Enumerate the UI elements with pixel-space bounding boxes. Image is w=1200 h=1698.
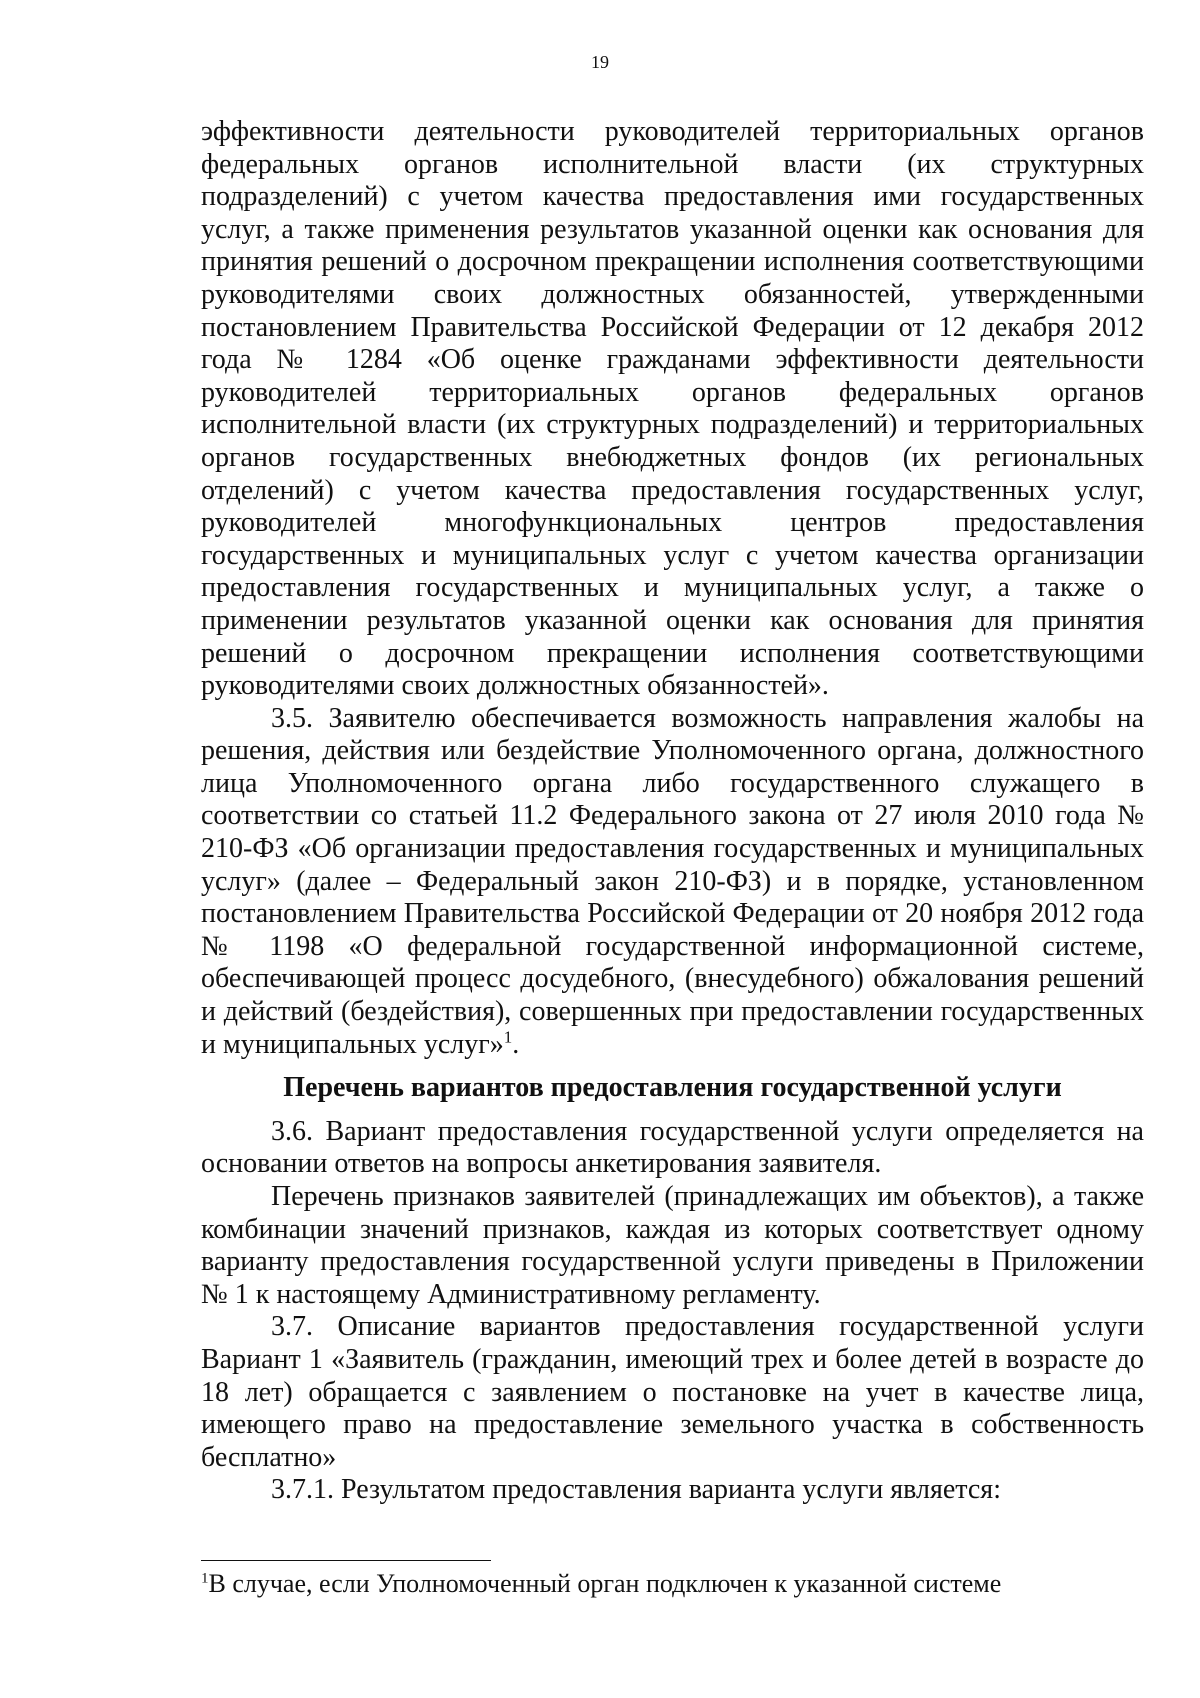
paragraph-continuation: эффективности деятельности руководителей территориальных органов федеральных органов исполнительной власти (их структурных подразделений) с учетом качества предоставления ими государственных услуг, а также применения результатов указанной оценки как основания для принятия решений о досрочном прекращении исполнения соответствующими руководителями своих должностных обязанностей, утвержденными постановлением Правительства Российской Федерации от 12 декабря 2012 года № 1284 «Об оценке гражданами эффективности деятельности руководителей территориальных органов федеральных органов исполнительной власти (их структурных подразделений) и территориальных органов государственных внебюджетных фондов (их региональных отделений) с учетом качества предоставления государственных услуг, руководителей многофункциональных центров предоставления государственных и муниципальных услуг с учетом качества организации предоставления государственных и муниципальных услуг, а также о применении результатов указанной оценки как основания для принятия решений о досрочном прекращении исполнения соответствующими руководителями своих должностных обязанностей». xyxy=(201,116,1144,702)
paragraph-3-5-end: . xyxy=(512,1028,520,1060)
body-text xyxy=(201,116,1144,1507)
footnote-reference[interactable]: 1 xyxy=(503,1027,513,1047)
footnote xyxy=(201,1568,1144,1600)
footnote-mark: 1 xyxy=(201,1570,209,1587)
section-heading: Перечень вариантов предоставления государственной услуги xyxy=(283,1072,1062,1104)
paragraph-3-5-text: 3.5. Заявителю обеспечивается возможность направления жалобы на решения, действия или бездействие Уполномоченного органа, должностного лица Уполномоченного органа либо государственного служащего в соответствии со статьей 11.2 Федерального закона от 27 июля 2010 года № 210-ФЗ «Об организации предоставления государственных и муниципальных услуг» (далее – Федеральный закон 210-ФЗ) и в порядке, установленном постановлением Правительства Российской Федерации от 20 ноября 2012 года № 1198 «О федеральной государственной информационной системе, обеспечивающей процесс досудебного, (внесудебного) обжалования решений и действий (бездействия), совершенных при предоставлении государственных и муниципальных услуг» xyxy=(201,702,1144,1060)
paragraph-3-5 xyxy=(201,703,1144,1062)
footnote-divider xyxy=(201,1560,491,1561)
paragraph-3-7-1: 3.7.1. Результатом предоставления варианта услуги является: xyxy=(271,1474,1001,1506)
paragraph-3-6: 3.6. Вариант предоставления государственной услуги определяется на основании ответов на вопросы анкетирования заявителя. xyxy=(201,1115,1144,1180)
paragraph-3-7: 3.7. Описание вариантов предоставления государственной услуги Вариант 1 «Заявитель (гражданин, имеющий трех и более детей в возрасте до 18 лет) обращается с заявлением о постановке на учет в качестве лица, имеющего право на предоставление земельного участка в собственность бесплатно» xyxy=(201,1311,1144,1473)
paragraph-applicant-attributes: Перечень признаков заявителей (принадлежащих им объектов), а также комбинации значений признаков, каждая из которых соответствует одному варианту предоставления государственной услуги приведены в Приложении № 1 к настоящему Административному регламенту. xyxy=(201,1181,1144,1310)
footnote-text: В случае, если Уполномоченный орган подключен к указанной системе xyxy=(208,1569,1002,1598)
page-number: 19 xyxy=(591,52,609,72)
